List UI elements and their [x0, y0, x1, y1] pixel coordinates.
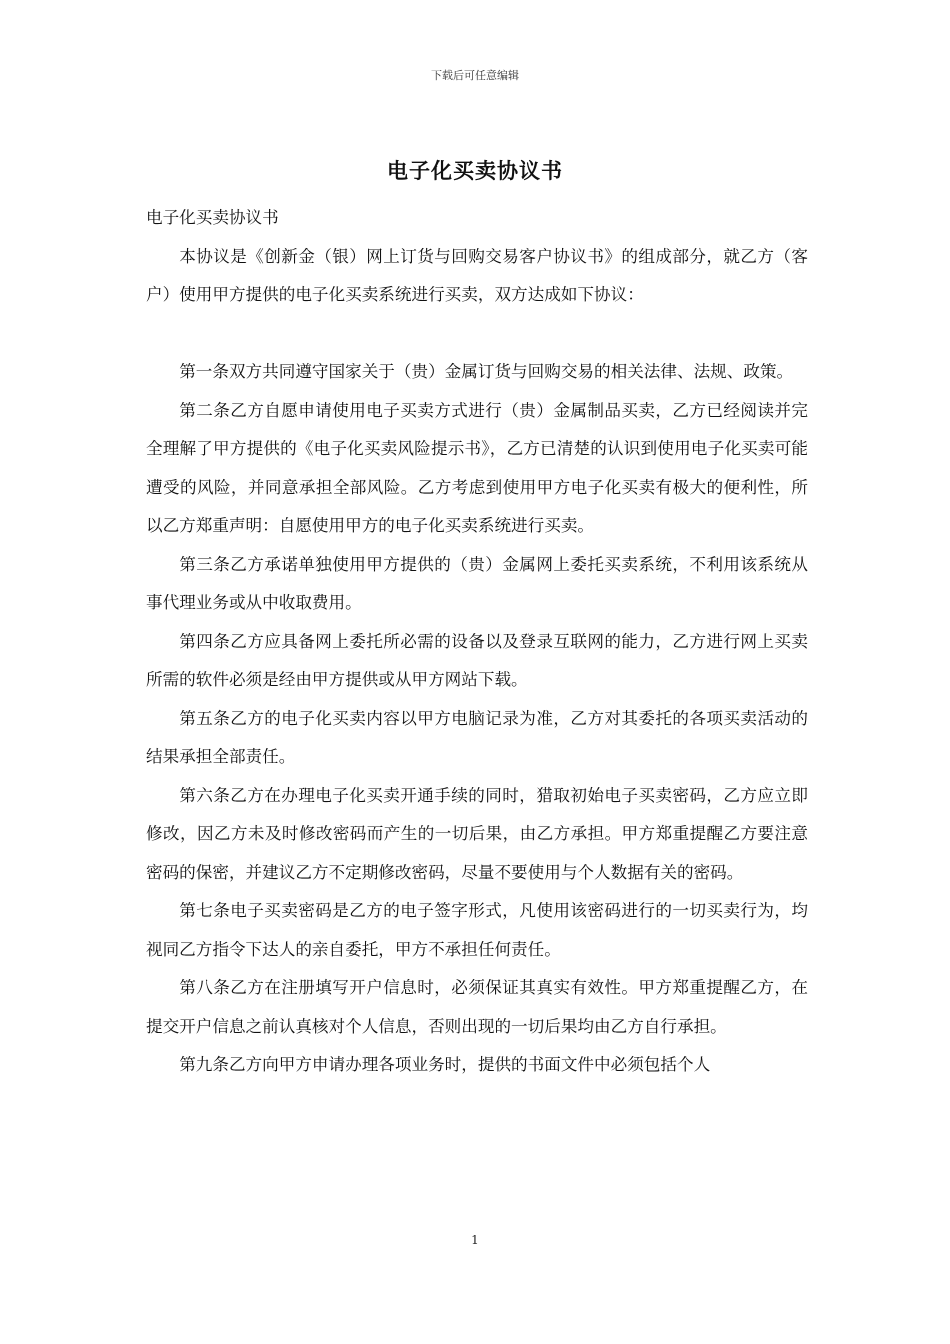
- article-1: 第一条双方共同遵守国家关于（贵）金属订货与回购交易的相关法律、法规、政策。: [179, 362, 794, 381]
- article-4: 第四条乙方应具备网上委托所必需的设备以及登录互联网的能力，乙方进行网上买卖所需的软件必须是经由甲方提供或从甲方网站下载。: [146, 631, 808, 689]
- article-3: 第三条乙方承诺单独使用甲方提供的（贵）金属网上委托买卖系统，不利用该系统从事代理业务或从中收取费用。: [146, 554, 808, 612]
- document-title: 电子化买卖协议书: [387, 158, 563, 183]
- document-subtitle: 电子化买卖协议书: [146, 208, 279, 227]
- article-7: 第七条电子买卖密码是乙方的电子签字形式，凡使用该密码进行的一切买卖行为，均视同乙方指令下达人的亲自委托，甲方不承担任何责任。: [146, 901, 808, 959]
- article-9: 第九条乙方向甲方申请办理各项业务时，提供的书面文件中必须包括个人: [179, 1055, 711, 1074]
- header-note: 下载后可任意编辑: [431, 69, 519, 82]
- document-body: [146, 199, 808, 1085]
- page-number: 1: [471, 1233, 479, 1247]
- article-5: 第五条乙方的电子化买卖内容以甲方电脑记录为准，乙方对其委托的各项买卖活动的结果承担全部责任。: [146, 708, 808, 766]
- intro-paragraph: 本协议是《创新金（银）网上订货与回购交易客户协议书》的组成部分，就乙方（客户）使用甲方提供的电子化买卖系统进行买卖，双方达成如下协议：: [146, 246, 808, 304]
- article-6: 第六条乙方在办理电子化买卖开通手续的同时，猎取初始电子买卖密码，乙方应立即修改，因乙方未及时修改密码而产生的一切后果，由乙方承担。甲方郑重提醒乙方要注意密码的保密，并建议乙方不定期修改密码，尽量不要使用与个人数据有关的密码。: [146, 785, 808, 882]
- article-2: 第二条乙方自愿申请使用电子买卖方式进行（贵）金属制品买卖，乙方已经阅读并完全理解了甲方提供的《电子化买卖风险提示书》，乙方已清楚的认识到使用电子化买卖可能遭受的风险，并同意承担全部风险。乙方考虑到使用甲方电子化买卖有极大的便利性，所以乙方郑重声明：自愿使用甲方的电子化买卖系统进行买卖。: [146, 400, 808, 535]
- blank-line: [146, 315, 808, 354]
- article-8: 第八条乙方在注册填写开户信息时，必须保证其真实有效性。甲方郑重提醒乙方，在提交开户信息之前认真核对个人信息，否则出现的一切后果均由乙方自行承担。: [146, 978, 808, 1036]
